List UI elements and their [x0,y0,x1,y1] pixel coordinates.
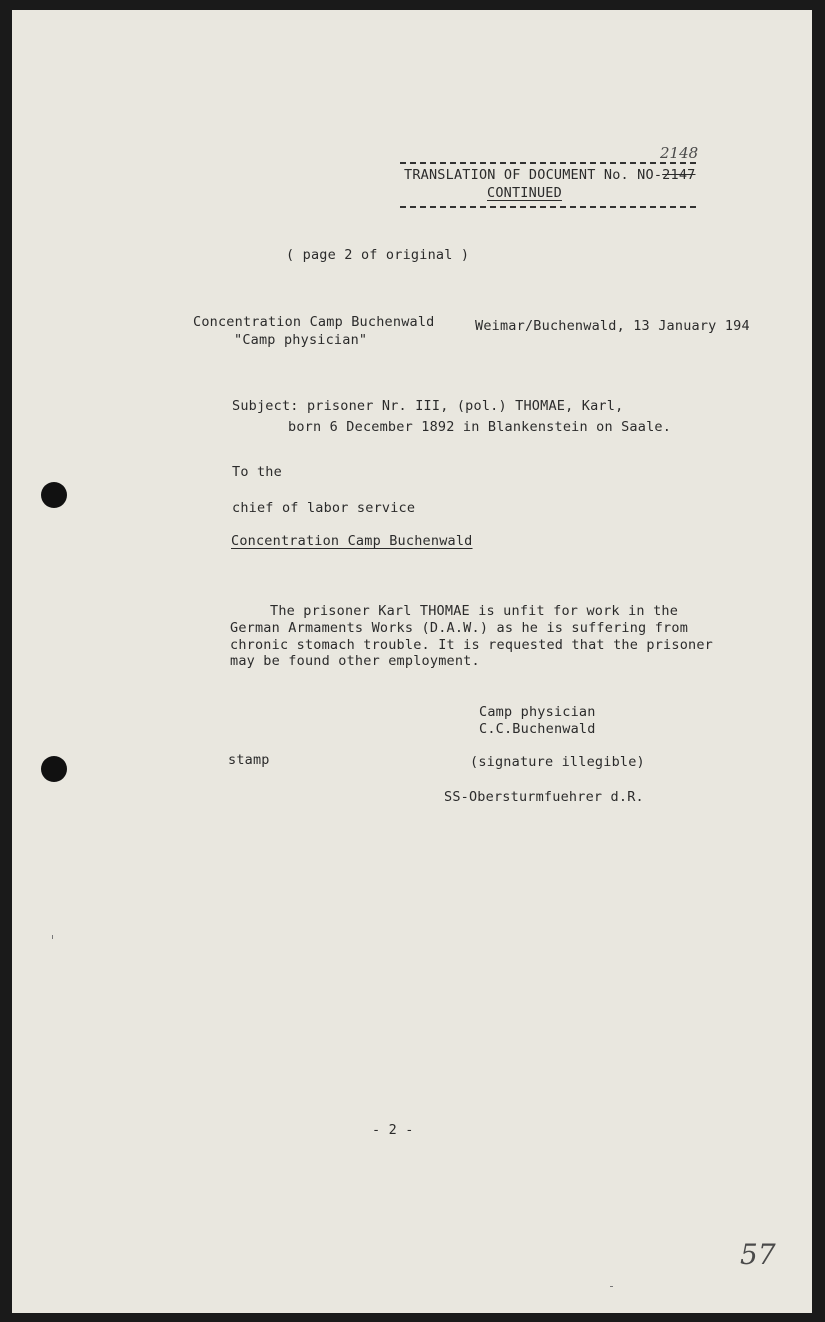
place-date: Weimar/Buchenwald, 13 January 194 [475,318,750,334]
struck-document-number: 2147 [662,167,696,183]
paper-speck [52,935,53,939]
header-rule-bottom [400,206,696,208]
body-line1: The prisoner Karl THOMAE is unfit for work in the [270,603,679,619]
body-line2: German Armaments Works (D.A.W.) as he is suffering from [230,620,689,636]
subject-line2: born 6 December 1892 in Blankenstein on Saale. [288,419,672,435]
handwritten-page-number: 57 [740,1238,776,1271]
stamp-label: stamp [228,752,270,768]
punch-hole-top [41,482,67,508]
signature-illegible: (signature illegible) [470,754,645,770]
page-number: - 2 - [372,1122,414,1138]
paper-speck [610,1286,613,1287]
sender-line1: Concentration Camp Buchenwald [193,314,435,330]
recipient-line1: To the [232,464,282,480]
handwritten-document-number: 2148 [660,144,699,162]
body-line4: may be found other employment. [230,653,480,669]
document-page [12,10,812,1313]
header-continued: CONTINUED [487,185,562,201]
recipient-line2: chief of labor service [232,500,416,516]
subject-line1: Subject: prisoner Nr. III, (pol.) THOMAE, Karl, [232,398,624,414]
signature-camp: C.C.Buchenwald [479,721,596,737]
body-line3: chronic stomach trouble. It is requested that the prisoner [230,637,714,653]
sender-line2: "Camp physician" [234,332,368,348]
recipient-line3: Concentration Camp Buchenwald [231,533,473,549]
signature-title: Camp physician [479,704,596,720]
header-title: TRANSLATION OF DOCUMENT No. NO-2147 [404,167,696,183]
punch-hole-bottom [41,756,67,782]
page-note: ( page 2 of original ) [286,247,470,263]
header-rule-top [400,162,696,164]
signature-rank: SS-Obersturmfuehrer d.R. [444,789,644,805]
